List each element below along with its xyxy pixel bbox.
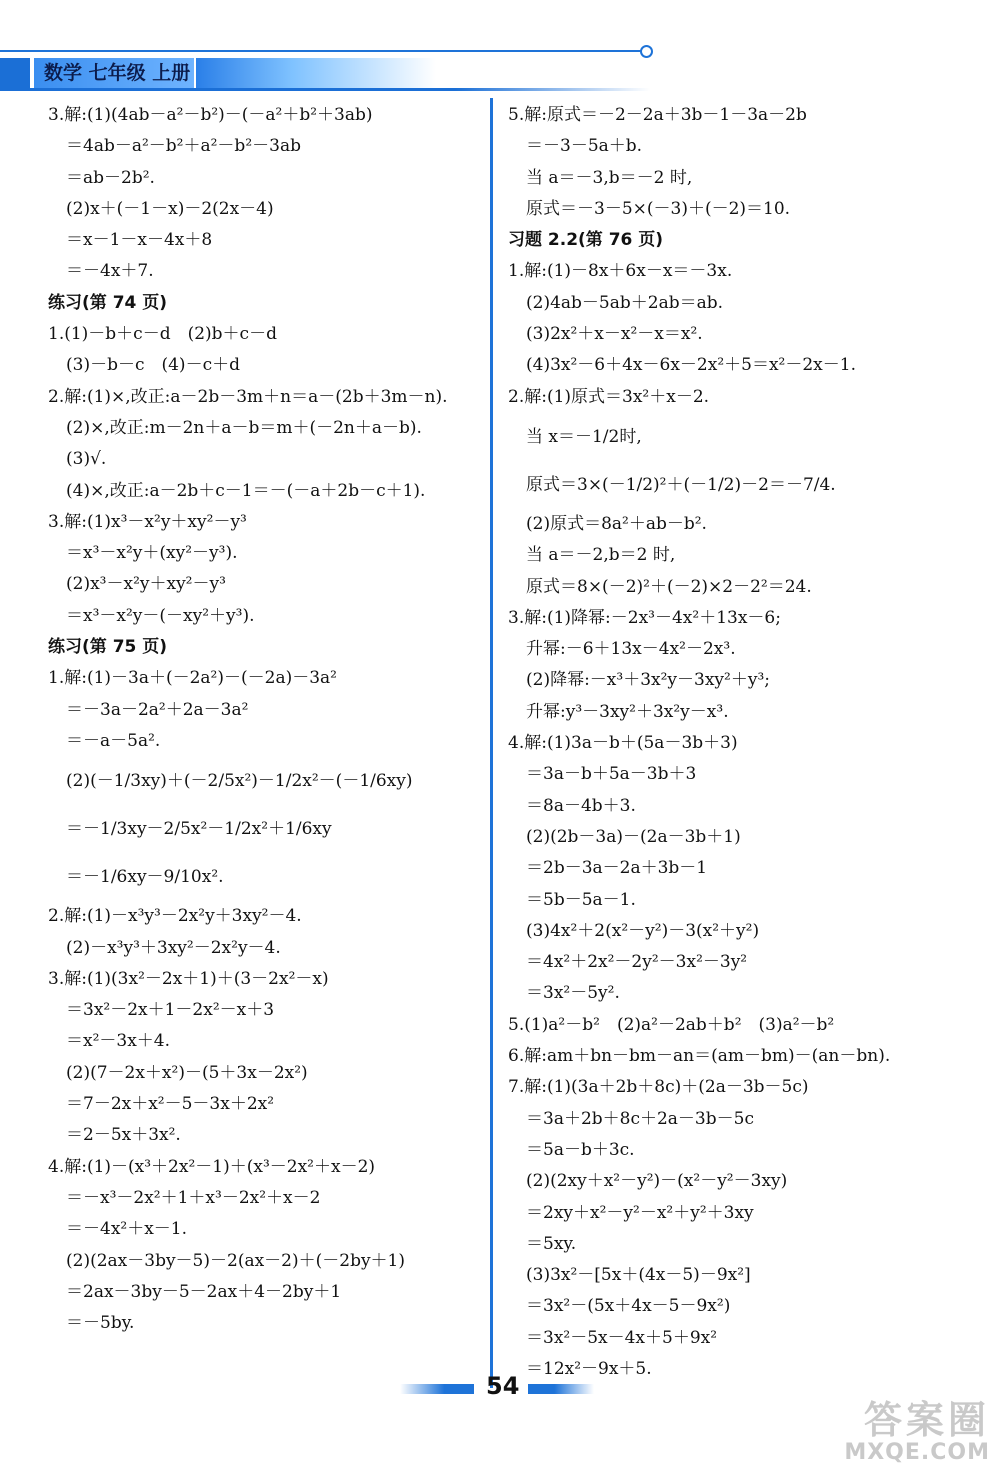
answer-line: 1.解:(1)－8x＋6x－x＝－3x. — [508, 261, 733, 282]
answer-line: ＝8a－4b＋3. — [526, 795, 636, 816]
answer-line: 4.解:(1)3a－b＋(5a－3b＋3) — [508, 733, 738, 754]
answer-line: ＝2－5x＋3x². — [66, 1125, 181, 1146]
answer-line: ＝－3a－2a²＋2a－3a² — [66, 699, 249, 720]
answer-line: ＝2ax－3by－5－2ax＋4－2by＋1 — [66, 1281, 342, 1302]
answer-line: ＝12x²－9x＋5. — [526, 1358, 652, 1379]
answer-line: 7.解:(1)(3a＋2b＋8c)＋(2a－3b－5c) — [508, 1077, 809, 1098]
answer-line: 原式＝8×(－2)²＋(－2)×2－2²＝24. — [526, 576, 812, 597]
header-dot — [640, 45, 653, 58]
answer-line: ＝3a－b＋5a－3b＋3 — [526, 764, 697, 785]
section-heading: 习题 2.2(第 76 页) — [508, 230, 664, 251]
answer-line: ＝－5by. — [66, 1313, 135, 1334]
answer-line: 当 a＝－3,b＝－2 时, — [526, 167, 693, 188]
answer-line: 2.解:(1)原式＝3x²＋x－2. — [508, 386, 710, 407]
answer-line: 1.解:(1)－3a＋(－2a²)－(－2a)－3a² — [48, 668, 337, 689]
answer-line: (2)×,改正:m－2n＋a－b＝m＋(－2n＋a－b). — [66, 417, 422, 438]
answer-line: 当 a＝－2,b＝2 时, — [526, 545, 676, 566]
answer-line: (2)(2xy＋x²－y²)－(x²－y²－3xy) — [526, 1171, 788, 1192]
answer-line: (3)2x²＋x－x²－x＝x². — [526, 324, 703, 345]
answer-line: (4)3x²－6＋4x－6x－2x²＋5＝x²－2x－1. — [526, 355, 856, 376]
answer-line: 5.解:原式＝－2－2a＋3b－1－3a－2b — [508, 105, 807, 125]
answer-line: 1.(1)－b＋c－d (2)b＋c－d — [48, 324, 277, 345]
answer-line: 原式＝3×(－1/2)²＋(－1/2)－2＝－7/4. — [526, 474, 836, 495]
answer-line: ＝2xy＋x²－y²－x²＋y²＋3xy — [526, 1202, 754, 1223]
answer-line: (3)√. — [66, 449, 107, 470]
answer-line: ＝x³－x²y－(－xy²＋y³). — [66, 605, 255, 626]
header-line — [0, 50, 645, 52]
answer-line: ＝－4x²＋x－1. — [66, 1219, 188, 1240]
answer-line: ＝ab－2b². — [66, 167, 155, 188]
answer-line: (3)－b－c (4)－c＋d — [66, 355, 240, 376]
header-block — [0, 58, 30, 88]
right-column — [508, 100, 968, 1385]
answer-line: ＝3x²－5y². — [526, 983, 620, 1004]
answer-line: ＝－4x＋7. — [66, 261, 154, 282]
answer-line: 3.解:(1)(4ab－a²－b²)－(－a²＋b²＋3ab) — [48, 105, 373, 125]
section-heading: 练习(第 75 页) — [48, 637, 168, 658]
answer-line: ＝－a－5a². — [66, 730, 161, 751]
answer-line: (2)降幂:－x³＋3x²y－3xy²＋y³; — [526, 670, 771, 691]
answer-line: ＝3x²－2x＋1－2x²－x＋3 — [66, 1000, 275, 1021]
answer-line: ＝3a＋2b＋8c＋2a－3b－5c — [526, 1108, 754, 1129]
answer-line: ＝－3－5a＋b. — [526, 136, 643, 157]
answer-line: ＝5xy. — [526, 1233, 577, 1254]
answer-line: ＝－1/3xy－2/5x²－1/2x²＋1/6xy — [66, 819, 332, 840]
answer-line: (2)－x³y³＋3xy²－2x²y－4. — [66, 937, 281, 958]
header-underline — [0, 88, 650, 91]
answer-line: ＝x－1－x－4x＋8 — [66, 230, 213, 251]
answer-line: 升幂:－6＋13x－4x²－2x³. — [526, 639, 736, 660]
answer-line: (2)(2b－3a)－(2a－3b＋1) — [526, 826, 741, 847]
answer-line: (2)(2ax－3by－5)－2(ax－2)＋(－2by＋1) — [66, 1250, 406, 1271]
answer-line: 2.解:(1)－x³y³－2x²y＋3xy²－4. — [48, 906, 302, 927]
answer-line: (4)×,改正:a－2b＋c－1＝－(－a＋2b－c＋1). — [66, 480, 426, 501]
answer-line: (2)4ab－5ab＋2ab＝ab. — [526, 292, 724, 313]
answer-line: ＝4x²＋2x²－2y²－3x²－3y² — [526, 952, 748, 973]
answer-line: (2)原式＝8a²＋ab－b². — [526, 513, 707, 534]
answer-line: 5.(1)a²－b² (2)a²－2ab＋b² (3)a²－b² — [508, 1014, 835, 1035]
answer-line: ＝x²－3x＋4. — [66, 1031, 171, 1052]
answer-line: (3)4x²＋2(x²－y²)－3(x²＋y²) — [526, 920, 760, 941]
answer-line: (2)x＋(－1－x)－2(2x－4) — [66, 198, 274, 219]
column-divider — [490, 98, 493, 1388]
answer-line: 3.解:(1)降幂:－2x³－4x²＋13x－6; — [508, 607, 781, 628]
answer-line: 原式＝－3－5×(－3)＋(－2)＝10. — [526, 198, 791, 219]
footer-decoration-left — [400, 1384, 474, 1394]
page-number: 54 — [486, 1372, 520, 1400]
answer-line: ＝－1/6xy－9/10x². — [66, 867, 224, 888]
answer-line: 6.解:am＋bn－bm－an＝(am－bm)－(an－bn). — [508, 1046, 891, 1067]
section-heading: 练习(第 74 页) — [48, 292, 168, 313]
answer-line: ＝x³－x²y＋(xy²－y³). — [66, 543, 238, 564]
answer-line: 3.解:(1)(3x²－2x＋1)＋(3－2x²－x) — [48, 968, 329, 989]
answer-line: 2.解:(1)×,改正:a－2b－3m＋n＝a－(2b＋3m－n). — [48, 386, 448, 407]
answer-line: 当 x＝－1/2时, — [526, 426, 642, 447]
footer-decoration-right — [528, 1384, 594, 1394]
book-title: 数学 七年级 上册 — [34, 58, 194, 88]
answer-line: 3.解:(1)x³－x²y＋xy²－y³ — [48, 511, 247, 532]
answer-line: ＝－x³－2x²＋1＋x³－2x²＋x－2 — [66, 1187, 321, 1208]
answer-line: ＝4ab－a²－b²＋a²－b²－3ab — [66, 136, 301, 157]
answer-line: ＝5b－5a－1. — [526, 889, 636, 910]
answer-line: ＝3x²－5x－4x＋5＋9x² — [526, 1327, 718, 1348]
answer-line: 升幂:y³－3xy²＋3x²y－x³. — [526, 701, 729, 722]
watermark-url: MXQE.COM — [844, 1440, 990, 1465]
watermark — [790, 1400, 990, 1470]
answer-line: ＝2b－3a－2a＋3b－1 — [526, 858, 708, 879]
watermark-logo-text: 答案圈 — [863, 1398, 990, 1442]
answer-line: (2)(－1/3xy)＋(－2/5x²)－1/2x²－(－1/6xy) — [66, 771, 413, 792]
header-gradient — [196, 58, 436, 88]
answer-line: (3)3x²－[5x＋(4x－5)－9x²] — [526, 1265, 751, 1286]
answer-line: (2)x³－x²y＋xy²－y³ — [66, 574, 226, 595]
answer-line: ＝7－2x＋x²－5－3x＋2x² — [66, 1094, 275, 1115]
left-column — [48, 100, 488, 1339]
answer-line: 4.解:(1)－(x³＋2x²－1)＋(x³－2x²＋x－2) — [48, 1156, 376, 1177]
answer-line: (2)(7－2x＋x²)－(5＋3x－2x²) — [66, 1062, 308, 1083]
answer-line: ＝5a－b＋3c. — [526, 1139, 635, 1160]
answer-line: ＝3x²－(5x＋4x－5－9x²) — [526, 1296, 731, 1317]
